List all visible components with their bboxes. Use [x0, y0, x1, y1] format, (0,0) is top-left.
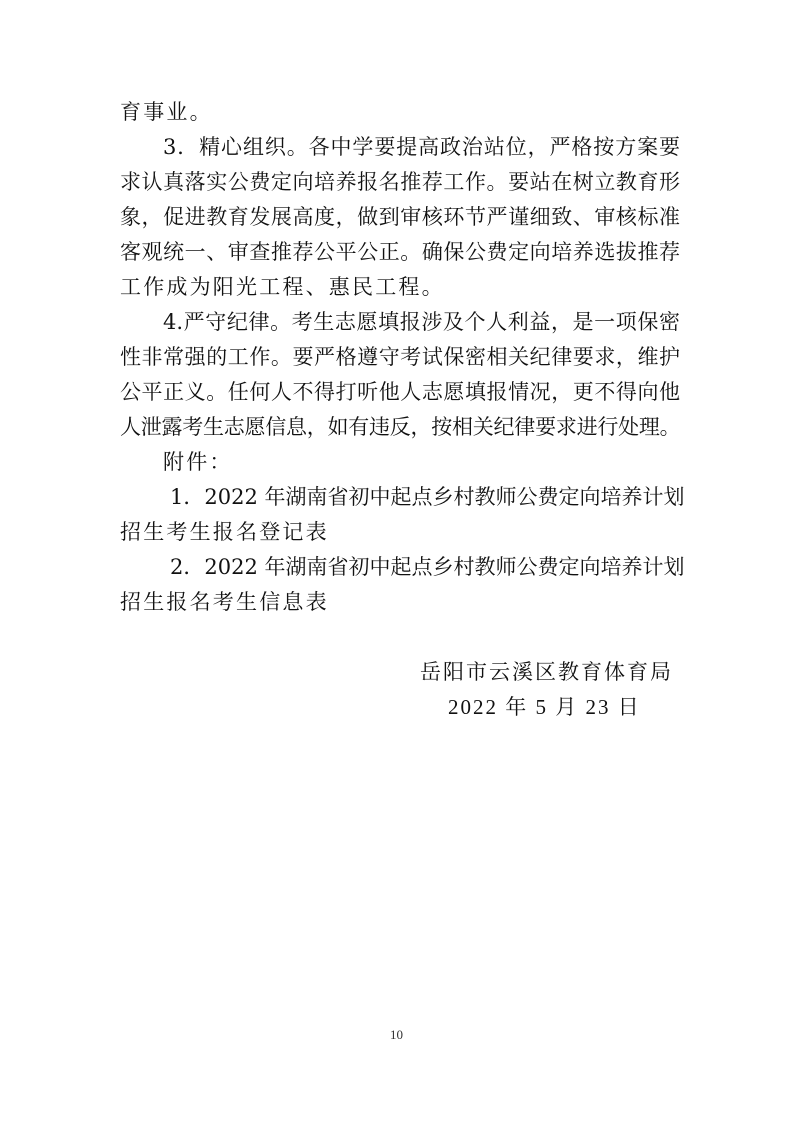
body-line: 4.严守纪律。考生志愿填报涉及个人利益，是一项保密	[163, 310, 680, 334]
attachment-item: 2．2022 年湖南省初中起点乡村教师公费定向培养计划	[170, 555, 685, 579]
body-line: 公平正义。任何人不得打听他人志愿填报情况，更不得向他	[120, 380, 680, 404]
attachment-item-cont: 招生考生报名登记表	[120, 520, 329, 544]
body-line: 客观统一、审查推荐公平公正。确保公费定向培养选拔推荐	[120, 240, 680, 264]
attachment-item-cont: 招生报名考生信息表	[120, 590, 329, 614]
attachment-heading: 附件：	[163, 450, 233, 474]
signature-date: 2022 年 5 月 23 日	[448, 695, 641, 719]
page-number: 10	[390, 1027, 403, 1042]
body-line: 人泄露考生志愿信息，如有违反，按相关纪律要求进行处理。	[120, 415, 680, 439]
body-line: 象，促进教育发展高度，做到审核环节严谨细致、审核标准	[120, 205, 680, 229]
attachment-item: 1．2022 年湖南省初中起点乡村教师公费定向培养计划	[170, 485, 685, 509]
body-line: 求认真落实公费定向培养报名推荐工作。要站在树立教育形	[120, 170, 680, 194]
body-line: 3．精心组织。各中学要提高政治站位，严格按方案要	[163, 135, 680, 159]
body-line: 工作成为阳光工程、惠民工程。	[120, 275, 445, 299]
body-line: 育事业。	[120, 100, 213, 124]
signature-organization: 岳阳市云溪区教育体育局	[420, 660, 673, 684]
body-line: 性非常强的工作。要严格遵守考试保密相关纪律要求，维护	[120, 345, 680, 369]
